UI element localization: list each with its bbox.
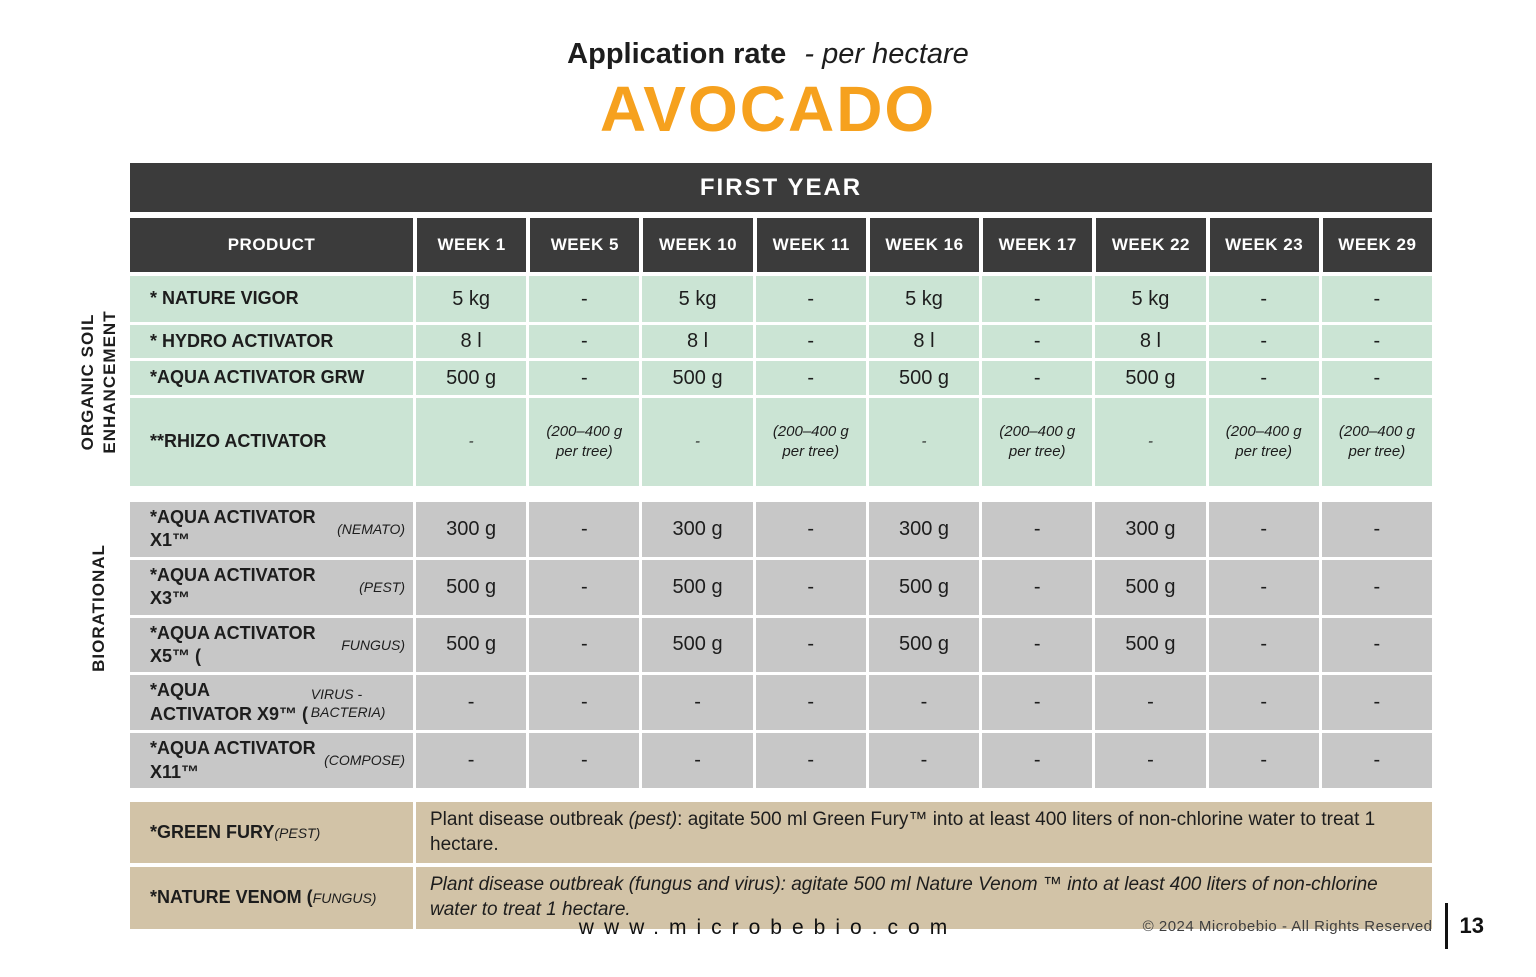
table-row-aqua-activator-x9: [130, 675, 1432, 730]
table-cell: -: [1322, 276, 1432, 322]
col-header-week-16: WEEK 16: [870, 218, 979, 272]
table-cell: 500 g: [642, 361, 752, 395]
biorational-section: [130, 502, 1432, 788]
col-header-week-5: WEEK 5: [530, 218, 639, 272]
table-cell: -: [982, 675, 1092, 730]
table-cell: -: [1322, 325, 1432, 358]
note-text: Plant disease outbreak (fungus and virus): agitate 500 ml Nature Venom ™ into at least 400 liters of non-chlorine water to treat 1 hectare.: [416, 867, 1432, 928]
footer-right: [1143, 903, 1484, 949]
product-label: *AQUA ACTIVATOR X1™ (NEMATO): [130, 502, 413, 557]
table-row-aqua-activator-x5: [130, 618, 1432, 673]
table-cell: -: [1095, 398, 1205, 486]
product-label: * NATURE VIGOR: [130, 276, 413, 322]
application-rate-table: [130, 163, 1432, 933]
table-cell: -: [982, 276, 1092, 322]
table-cell: -: [1209, 675, 1319, 730]
product-label: *AQUA ACTIVATOR X5™ ( FUNGUS): [130, 618, 413, 673]
table-cell: -: [756, 733, 866, 788]
footer-website: www.microbebio.com: [578, 916, 958, 939]
table-cell: -: [529, 502, 639, 557]
table-cell: 300 g: [869, 502, 979, 557]
table-cell: -: [416, 733, 526, 788]
page-title: [0, 38, 1536, 71]
table-cell: (200–400 g per tree): [529, 398, 639, 486]
table-cell: -: [869, 675, 979, 730]
table-cell: 500 g: [869, 618, 979, 673]
section-label-organic-soil-enhancement: ORGANIC SOIL ENHANCEMENT: [77, 310, 119, 454]
table-row-aqua-activator-grw: [130, 361, 1432, 395]
table-row-rhizo-activator: [130, 398, 1432, 486]
table-cell: -: [756, 325, 866, 358]
table-cell: -: [982, 733, 1092, 788]
table-row-aqua-activator-x1: [130, 502, 1432, 557]
title-main: Application rate: [567, 38, 787, 70]
table-cell: -: [982, 361, 1092, 395]
col-header-product: PRODUCT: [130, 218, 413, 272]
table-cell: -: [982, 560, 1092, 615]
table-cell: 500 g: [869, 361, 979, 395]
table-cell: -: [982, 618, 1092, 673]
product-label: * HYDRO ACTIVATOR: [130, 325, 413, 358]
col-header-week-1: WEEK 1: [417, 218, 526, 272]
table-cell: 300 g: [642, 502, 752, 557]
footer-copyright: © 2024 Microbebio - All Rights Reserved: [1142, 917, 1433, 935]
table-cell: 5 kg: [869, 276, 979, 322]
table-cell: -: [1322, 560, 1432, 615]
table-cell: 500 g: [416, 618, 526, 673]
table-cell: -: [1209, 325, 1319, 358]
table-cell: -: [642, 733, 752, 788]
table-cell: 500 g: [1095, 618, 1205, 673]
table-cell: 500 g: [416, 361, 526, 395]
col-header-week-22: WEEK 22: [1096, 218, 1205, 272]
table-cell: -: [1209, 733, 1319, 788]
table-cell: -: [1322, 618, 1432, 673]
section-label-biorational: BIORATIONAL: [88, 544, 108, 672]
table-cell: 500 g: [869, 560, 979, 615]
crop-name-heading: AVOCADO: [599, 73, 937, 145]
col-header-week-11: WEEK 11: [757, 218, 866, 272]
product-label: *AQUA ACTIVATOR X3™ (PEST): [130, 560, 413, 615]
organic-soil-enhancement-section: [130, 276, 1432, 486]
table-cell: -: [1322, 361, 1432, 395]
table-cell: (200–400 g per tree): [982, 398, 1092, 486]
table-cell: -: [1095, 733, 1205, 788]
table-row-hydro-activator: [130, 325, 1432, 358]
table-cell: -: [416, 675, 526, 730]
note-row-green-fury: [130, 802, 1432, 863]
product-label: *GREEN FURY (PEST): [130, 802, 413, 863]
table-cell: -: [1209, 502, 1319, 557]
table-cell: -: [756, 618, 866, 673]
table-cell: -: [642, 398, 752, 486]
product-label: **RHIZO ACTIVATOR: [130, 398, 413, 486]
table-cell: -: [982, 325, 1092, 358]
table-cell: -: [869, 733, 979, 788]
table-cell: -: [982, 502, 1092, 557]
product-label: *AQUA ACTIVATOR X11™ (COMPOSE): [130, 733, 413, 788]
table-cell: -: [1095, 675, 1205, 730]
table-header-row: [130, 218, 1432, 272]
table-cell: -: [1209, 276, 1319, 322]
table-cell: -: [416, 398, 526, 486]
note-text: Plant disease outbreak (pest): agitate 500 ml Green Fury™ into at least 400 liters of non-chlorine water to treat 1 hectare.: [416, 802, 1432, 863]
table-cell: 500 g: [416, 560, 526, 615]
table-cell: -: [529, 361, 639, 395]
first-year-banner: FIRST YEAR: [130, 163, 1432, 212]
table-cell: -: [1209, 560, 1319, 615]
table-cell: 5 kg: [642, 276, 752, 322]
table-cell: -: [529, 618, 639, 673]
table-cell: (200–400 g per tree): [1322, 398, 1432, 486]
table-cell: -: [529, 325, 639, 358]
table-cell: -: [756, 276, 866, 322]
table-cell: 500 g: [1095, 361, 1205, 395]
table-cell: (200–400 g per tree): [1209, 398, 1319, 486]
table-cell: -: [756, 361, 866, 395]
table-cell: -: [1209, 618, 1319, 673]
title-suffix: - per hectare: [804, 38, 969, 70]
table-cell: -: [756, 675, 866, 730]
page-number-divider: [1445, 903, 1448, 949]
table-cell: -: [529, 675, 639, 730]
page-number: 13: [1459, 913, 1484, 938]
table-cell: -: [642, 675, 752, 730]
table-cell: -: [1322, 502, 1432, 557]
col-header-week-17: WEEK 17: [983, 218, 1092, 272]
table-cell: -: [529, 276, 639, 322]
table-row-nature-vigor: [130, 276, 1432, 322]
table-cell: 500 g: [642, 560, 752, 615]
table-row-aqua-activator-x11: [130, 733, 1432, 788]
table-cell: 300 g: [416, 502, 526, 557]
table-cell: 8 l: [869, 325, 979, 358]
table-cell: 8 l: [1095, 325, 1205, 358]
table-cell: -: [1322, 733, 1432, 788]
product-label: *AQUA ACTIVATOR X9™ ( VIRUS - BACTERIA): [130, 675, 413, 730]
table-cell: -: [756, 502, 866, 557]
col-header-week-29: WEEK 29: [1323, 218, 1432, 272]
table-cell: 8 l: [416, 325, 526, 358]
table-cell: 8 l: [642, 325, 752, 358]
table-cell: 300 g: [1095, 502, 1205, 557]
table-cell: 5 kg: [416, 276, 526, 322]
col-header-week-23: WEEK 23: [1210, 218, 1319, 272]
table-cell: -: [1209, 361, 1319, 395]
table-cell: 500 g: [1095, 560, 1205, 615]
table-row-aqua-activator-x3: [130, 560, 1432, 615]
table-cell: -: [529, 560, 639, 615]
product-label: *AQUA ACTIVATOR GRW: [130, 361, 413, 395]
table-cell: (200–400 g per tree): [756, 398, 866, 486]
table-cell: -: [756, 560, 866, 615]
table-cell: -: [529, 733, 639, 788]
product-label: *NATURE VENOM ( FUNGUS): [130, 867, 413, 928]
table-cell: -: [869, 398, 979, 486]
table-cell: -: [1322, 675, 1432, 730]
table-cell: 500 g: [642, 618, 752, 673]
table-cell: 5 kg: [1095, 276, 1205, 322]
col-header-week-10: WEEK 10: [643, 218, 752, 272]
